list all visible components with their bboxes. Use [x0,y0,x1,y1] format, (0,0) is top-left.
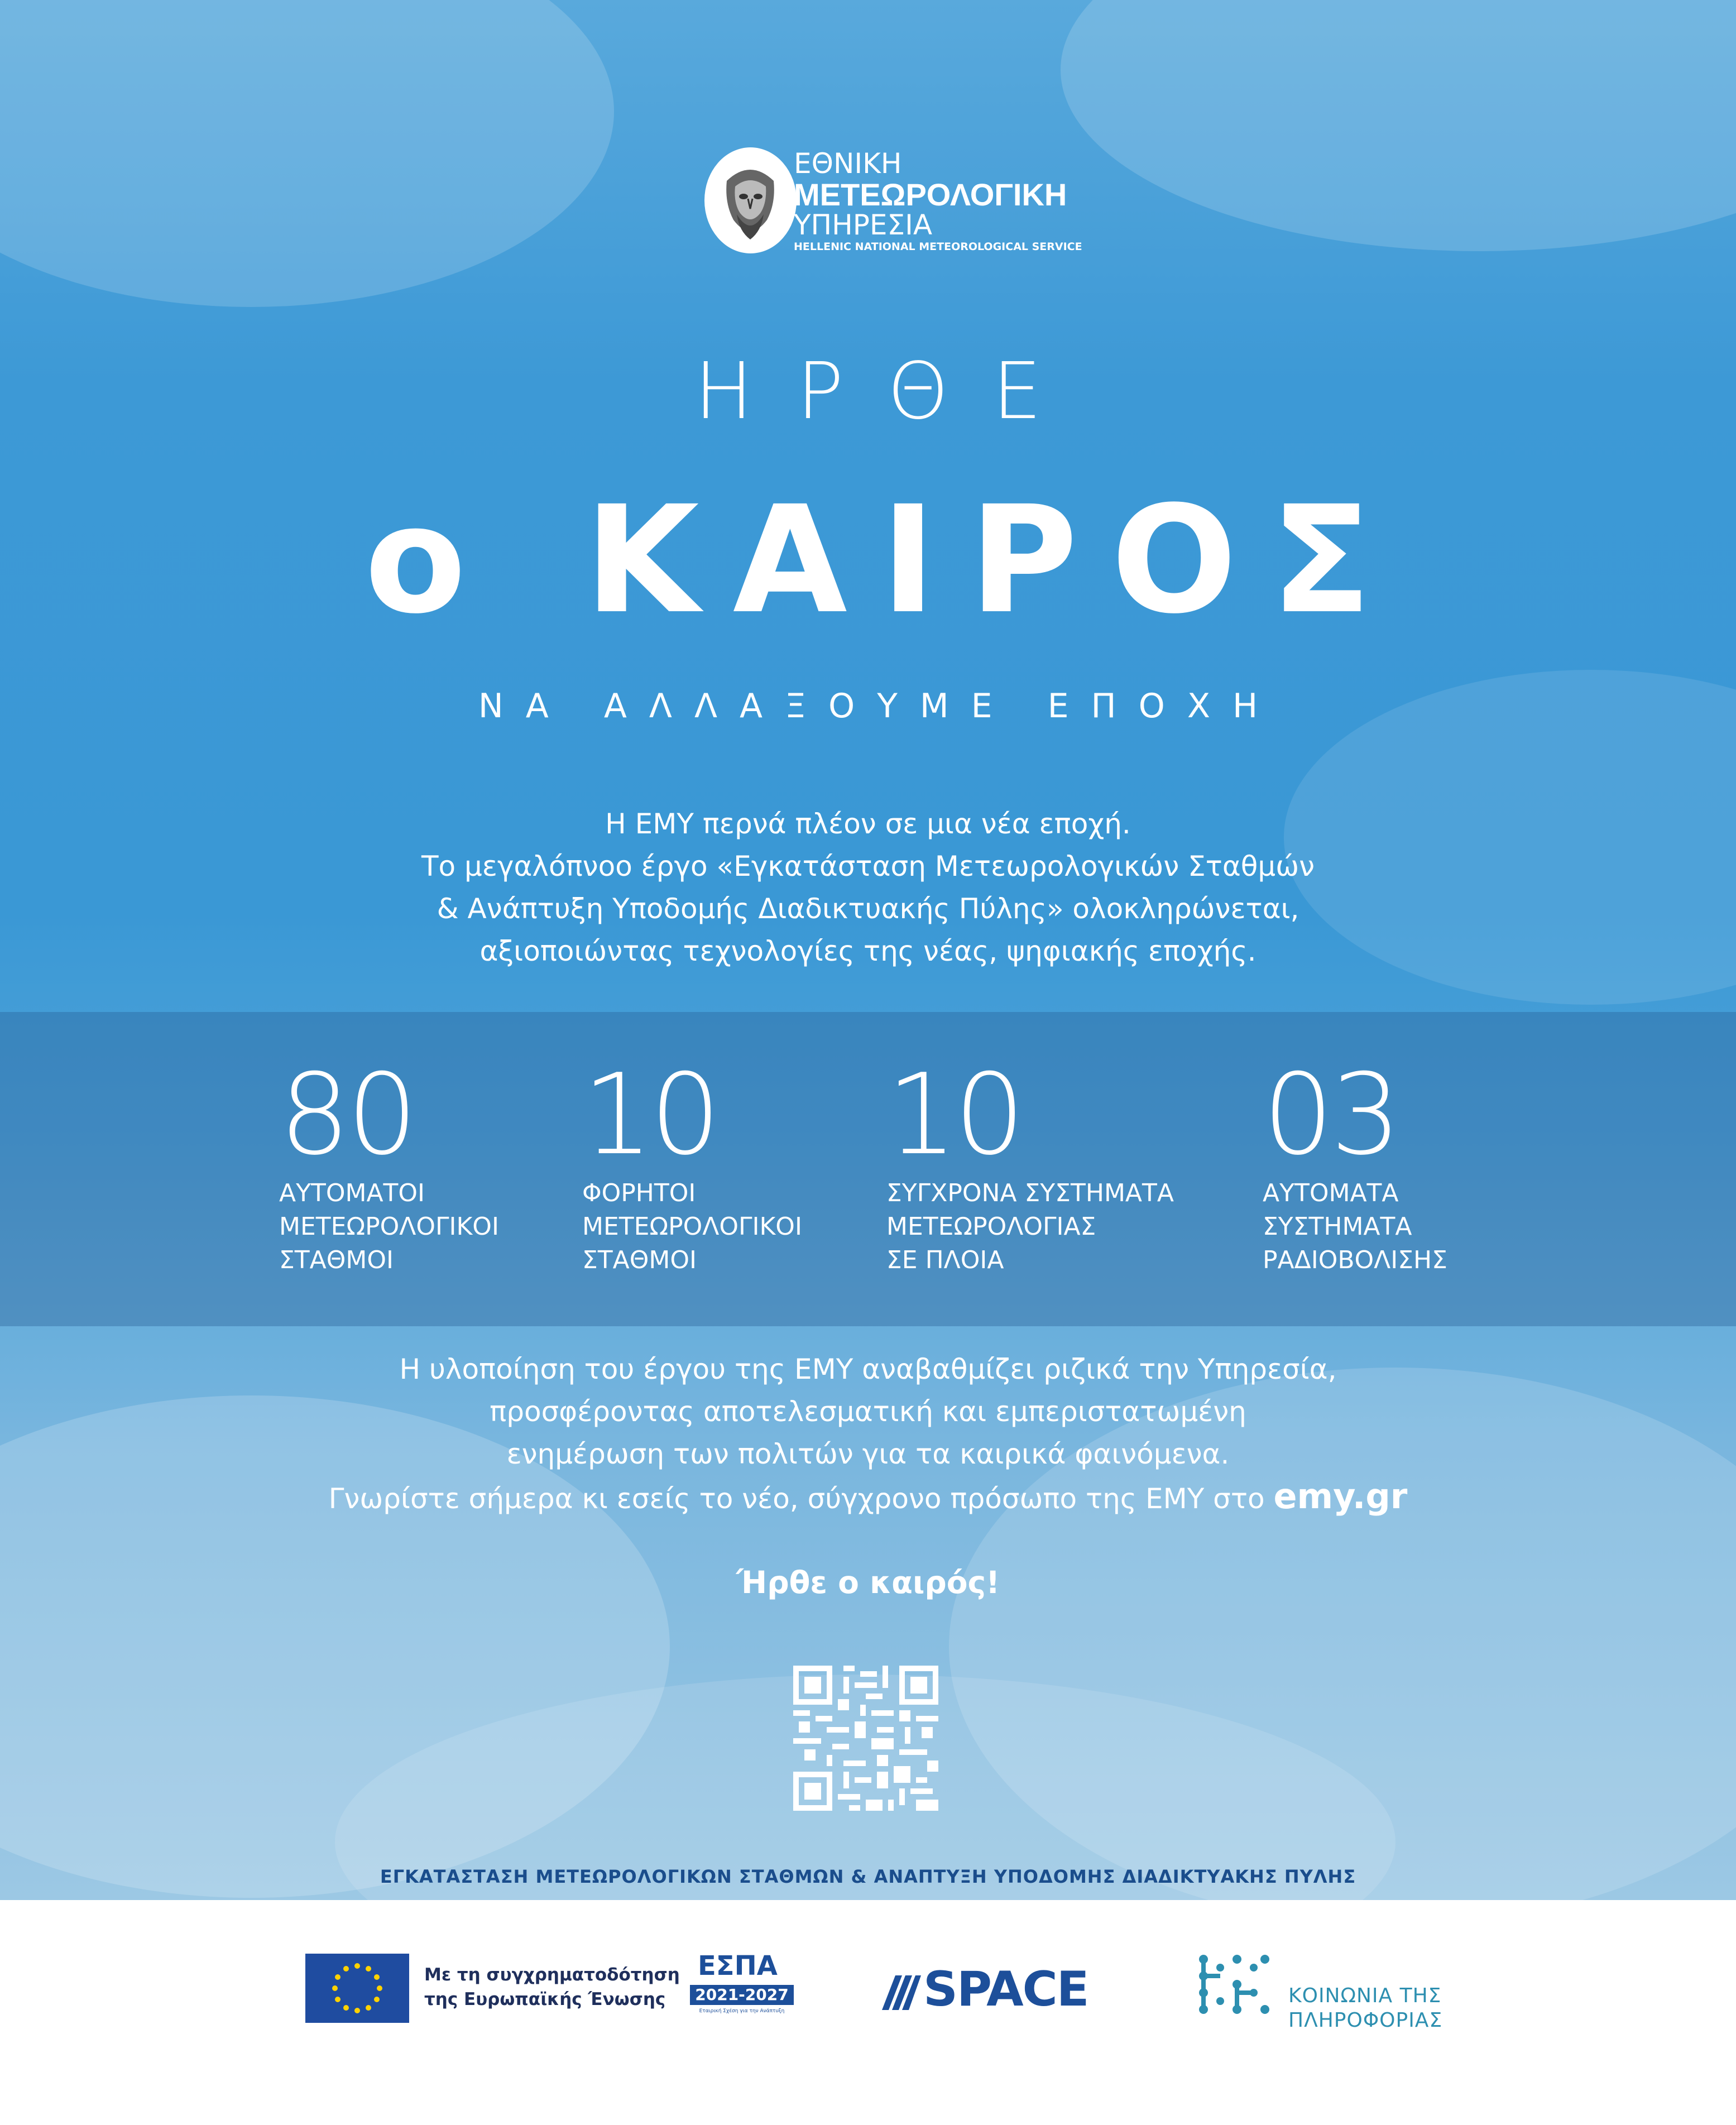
stat-label: ΦΟΡΗΤΟΙ [582,1179,696,1207]
cta-text: Ήρθε ο καιρός! [736,1565,1000,1600]
funding-footer [0,1900,1736,2125]
stat-number: 10 [886,1050,1022,1180]
stat-label: ΡΑΔΙΟΒΟΛΙΣΗΣ [1263,1246,1447,1274]
espa-years: 2021-2027 [690,1985,794,2005]
project-strip: ΕΓΚΑΤΑΣΤΑΣΗ ΜΕΤΕΩΡΟΛΟΓΙΚΩΝ ΣΤΑΘΜΩΝ & ΑΝΑΠΤΥΞΗ ΥΠΟΔΟΜΗΣ ΔΙΑΔΙΚΤΥΑΚΗΣ ΠΥΛΗΣ [380,1866,1356,1887]
qr-code[interactable] [793,1666,938,1811]
stat-number: 10 [582,1050,718,1180]
body-line: ενημέρωση των πολιτών για τα καιρικά φαινόμενα. [506,1438,1230,1470]
body-line: προσφέροντας αποτελεσματική και εμπεριστατωμένη [490,1395,1246,1428]
logo-line-2: ΜΕΤΕΩΡΟΛΟΓΙΚΗ [794,177,1067,212]
stats-band [0,1012,1736,1326]
headline-tagline: ΝΑ ΑΛΛΑΞΟΥΜΕ ΕΠΟΧΗ [478,687,1281,726]
stat-number: 80 [279,1050,415,1180]
stat-label: ΜΕΤΕΩΡΟΛΟΓΙΑΣ [886,1212,1096,1241]
stat-label: ΣΤΑΘΜΟΙ [279,1246,394,1274]
logo-line-3: ΥΠΗΡΕΣΙΑ [794,209,933,241]
espa-subtitle: Εταιρική Σχέση για την Ανάπτυξη [699,2008,785,2014]
aristotle-bust-icon [704,147,797,253]
headline-line-1: ΗΡΘΕ [694,346,1086,437]
space-logo [882,1961,1088,2017]
body-line-prefix: Γνωρίστε σήμερα κι εσείς το νέο, σύγχρονο πρόσωπο της ΕΜΥ στο [328,1483,1274,1515]
stat-portable-stations [582,1050,802,1277]
body-paragraph [0,1348,1736,1520]
stat-label: ΣΤΑΘΜΟΙ [582,1246,697,1274]
stat-label: ΣΥΣΤΗΜΑΤΑ [1263,1212,1412,1241]
stat-label: ΣΥΓΧΡΟΝΑ ΣΥΣΤΗΜΑΤΑ [886,1179,1174,1207]
intro-line: Η ΕΜΥ περνά πλέον σε μια νέα εποχή. [605,808,1131,840]
intro-line: & Ανάπτυξη Υποδομής Διαδικτυακής Πύλης» ολοκληρώνεται, [437,893,1299,925]
eu-flag-icon [305,1954,409,2023]
espa-title: ΕΣΠΑ [698,1950,778,1982]
stat-ship-systems [886,1050,1174,1277]
hnms-logo [704,147,1082,253]
stat-label: ΑΥΤΟΜΑΤΑ [1263,1179,1399,1207]
espa-logo [690,1950,794,2023]
eu-cofunding-text [424,1963,680,2012]
stat-label: ΑΥΤΟΜΑΤΟΙ [279,1179,425,1207]
eu-line-1: Με τη συγχρηματοδότηση [424,1965,680,1985]
stat-radiosonde-systems [1263,1050,1447,1277]
stat-number: 03 [1263,1050,1398,1180]
koinonia-line-2: ΠΛΗΡΟΦΟΡΙΑΣ [1288,2009,1443,2032]
stat-label: ΜΕΤΕΩΡΟΛΟΓΙΚΟΙ [582,1212,802,1241]
koinonia-line-1: ΚΟΙΝΩΝΙΑ ΤΗΣ [1288,1984,1442,2007]
body-line [0,1475,1736,1520]
information-society-icon [1198,1954,1270,2026]
stat-automatic-stations [279,1050,499,1277]
emy-link[interactable]: emy.gr [1273,1476,1408,1517]
space-mark-icon [882,1975,921,2010]
headline-line-2: ο ΚΑΙΡΟΣ [365,474,1405,646]
logo-line-1: ΕΘΝΙΚΗ [794,147,902,180]
body-line: Η υλοποίηση του έργου της ΕΜΥ αναβαθμίζει ριζικά την Υπηρεσία, [399,1353,1337,1385]
intro-paragraph [0,803,1736,972]
space-text: SPACE [923,1961,1088,2017]
logo-line-4: HELLENIC NATIONAL METEOROLOGICAL SERVICE [794,241,1082,253]
information-society-text [1288,1984,1442,2033]
eu-line-2: της Ευρωπαϊκής Ένωσης [424,1989,666,2009]
stat-label: ΣΕ ΠΛΟΙΑ [886,1246,1004,1274]
intro-line: αξιοποιώντας τεχνολογίες της νέας, ψηφιακής εποχής. [479,935,1257,967]
intro-line: Το μεγαλόπνοο έργο «Εγκατάσταση Μετεωρολογικών Σταθμών [421,850,1315,882]
stat-label: ΜΕΤΕΩΡΟΛΟΓΙΚΟΙ [279,1212,499,1241]
